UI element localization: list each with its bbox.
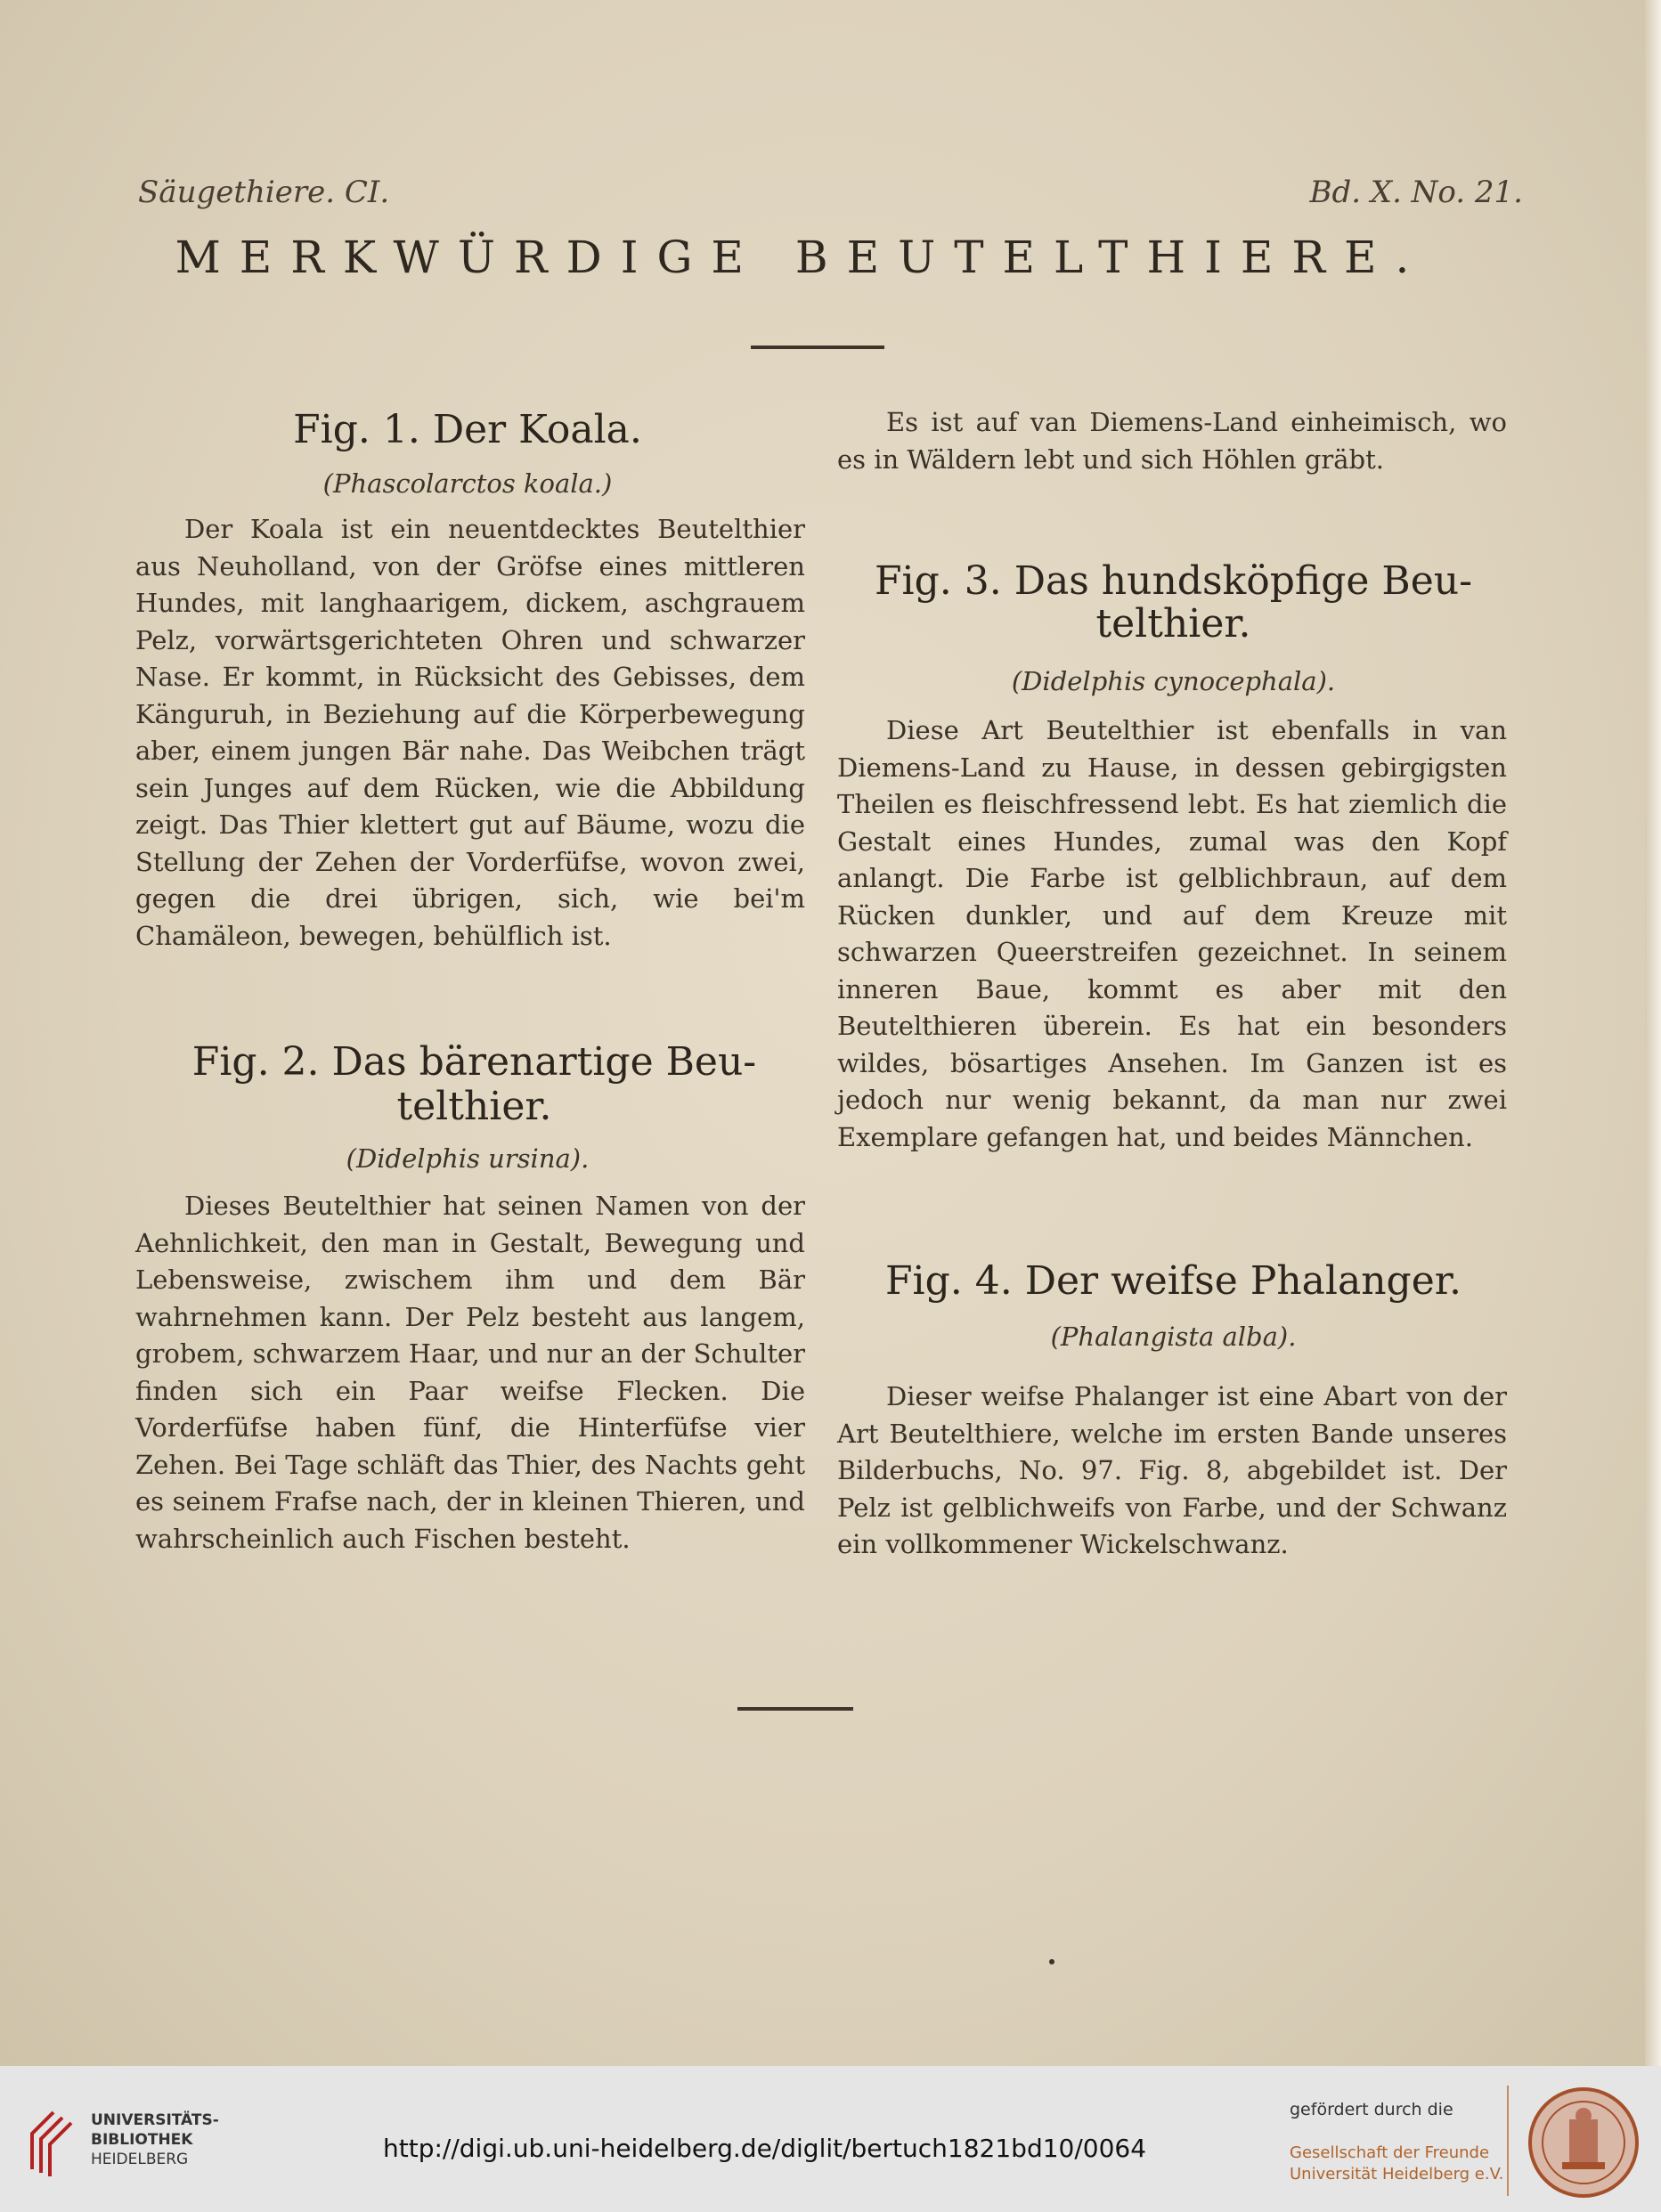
- library-name: [91, 2110, 219, 2169]
- page-title: MERKWÜRDIGE BEUTELTHIERE.: [175, 232, 1429, 283]
- fig4-description: Dieser weifse Phalanger ist eine Abart von der Art Beutelthiere, welche im ersten Bande unseres Bilderbuchs, No. 97. Fig. 8, abgebildet ist. Der Pelz ist gelblichweifs von Farbe, und der Schwanz ein vollkommener Wickelschwanz.: [837, 1381, 1507, 1559]
- sponsor-name: [1290, 2143, 1503, 2185]
- funded-by-label: gefördert durch die: [1290, 2100, 1453, 2119]
- fig3-heading-line1: Fig. 3. Das hundsköpfige Beu-: [875, 558, 1472, 604]
- library-name-line2: BIBLIOTHEK: [91, 2131, 193, 2149]
- fig1-description: Der Koala ist ein neuentdecktes Beutelthier aus Neuholland, von der Gröfse eines mittleren Hundes, mit langhaarigem, dickem, aschgrauem Pelz, vorwärtsgerichteten Ohren und schwarzer Nase. Er kommt, in Rücksicht des Gebisses, dem Känguruh, in Beziehung auf die Körperbewegung aber, einem jungen Bär nahe. Das Weibchen trägt sein Junges auf dem Rücken, wie die Abbildung zeigt. Das Thier klettert gut auf Bäume, wozu die Stellung der Zehen der Vorderfüfse, wovon zwei, gegen die drei übrigen, sich, wie bei'm Chamäleon, bewegen, behülflich ist.: [135, 514, 805, 951]
- fig3-description: Diese Art Beutelthier ist ebenfalls in van Diemens-Land zu Hause, in dessen gebirgigsten Theilen es fleischfressend lebt. Es hat ziemlich die Gestalt eines Hundes, zumal was den Kopf anlangt. Die Farbe ist gelblichbraun, auf dem Rücken dunkler, und auf dem Kreuze mit schwarzen Queerstreifen gezeichnet. In seinem inneren Baue, kommt es aber mit den Beutelthieren überein. Es hat ein besonders wildes, bösartiges Ansehen. Im Ganzen ist es jedoch nur wenig bekannt, da man nur zwei Exemplare gefangen hat, und beides Männchen.: [837, 715, 1507, 1152]
- fig2-heading-line2: telthier.: [396, 1084, 552, 1129]
- footer-bar: [0, 2066, 1661, 2212]
- volume-number: Bd. X. No. 21.: [1309, 175, 1523, 210]
- end-divider: [737, 1707, 853, 1711]
- section-header: Säugethiere. CI.: [138, 175, 390, 210]
- fig4-scientific-name: (Phalangista alba).: [1050, 1322, 1297, 1352]
- fig3-scientific-name: (Didelphis cynocephala).: [1011, 666, 1336, 696]
- library-name-line3: HEIDELBERG: [91, 2151, 189, 2168]
- page-edge: [1645, 0, 1661, 2066]
- ink-speck: [1049, 1959, 1054, 1964]
- fig1-heading: Fig. 1. Der Koala.: [293, 407, 642, 452]
- fig3-heading-line2: telthier.: [1095, 601, 1251, 647]
- footer-separator: [1507, 2086, 1509, 2196]
- library-name-line1: UNIVERSITÄTS-: [91, 2111, 219, 2129]
- sponsor-name-line1: Gesellschaft der Freunde: [1290, 2143, 1490, 2162]
- fig1-scientific-name: (Phascolarctos koala.): [322, 468, 613, 499]
- fig4-heading: Fig. 4. Der weifse Phalanger.: [885, 1258, 1462, 1304]
- fig1-description-continued: Es ist auf van Diemens-Land einheimisch, wo es in Wäldern lebt und sich Höhlen gräbt.: [837, 407, 1507, 475]
- permalink-url[interactable]: http://digi.ub.uni-heidelberg.de/diglit/bertuch1821bd10/0064: [383, 2134, 1147, 2163]
- fig2-heading-line1: Fig. 2. Das bärenartige Beu-: [191, 1039, 757, 1085]
- fig2-description: Dieses Beutelthier hat seinen Namen von der Aehnlichkeit, den man in Gestalt, Bewegung und Lebensweise, zwischem ihm und dem Bär wahrnehmen kann. Der Pelz besteht aus langem, grobem, schwarzem Haar, und nur an der Schulter finden sich ein Paar weifse Flecken. Die Vorderfüfse haben fünf, die Hinterfüfse vier Zehen. Bei Tage schläft das Thier, des Nachts geht es seinem Frafse nach, der in kleinen Thieren, und wahrscheinlich auch Fischen besteht.: [135, 1191, 805, 1554]
- title-divider: [751, 346, 884, 349]
- sponsor-name-line2: Universität Heidelberg e.V.: [1290, 2165, 1504, 2184]
- society-seal-icon: [1527, 2086, 1641, 2200]
- university-library-logo-icon: [27, 2107, 77, 2178]
- fig2-scientific-name: (Didelphis ursina).: [346, 1143, 590, 1174]
